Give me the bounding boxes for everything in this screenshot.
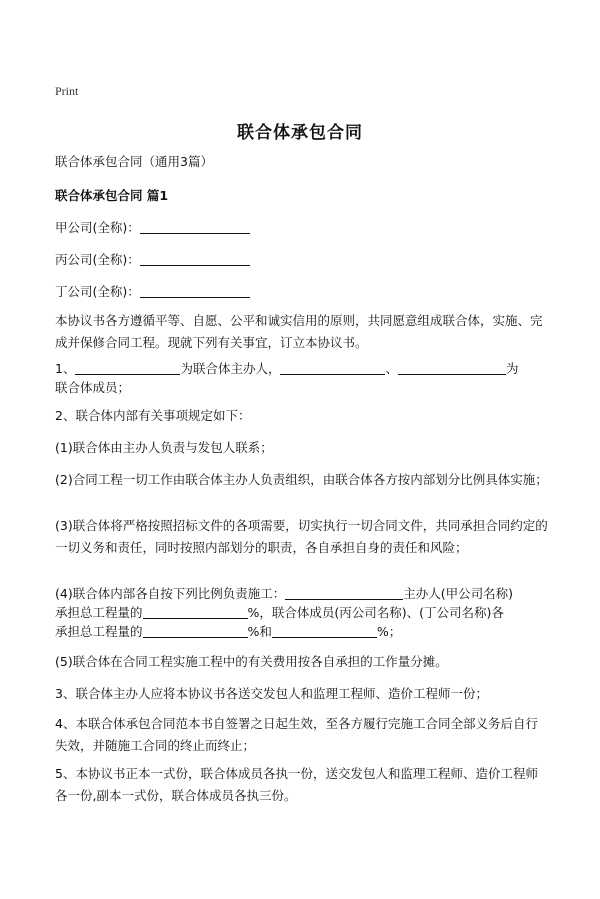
party-c-line	[55, 249, 550, 271]
item1-member-blank-2[interactable]	[398, 360, 506, 375]
party-c-blank[interactable]	[140, 251, 250, 266]
party-a-line	[55, 217, 550, 239]
item1-wei: 为	[505, 361, 519, 376]
document-title: 联合体承包合同	[237, 123, 363, 143]
item2-4-text-c: 承担总工程量的	[55, 605, 143, 620]
intro-paragraph: 本协议书各方遵循平等、自愿、公平和诚实信用的原则，共同愿意组成联合体，实施、完成并保修合同工程。现就下列有关事宜，订立本协议书。	[55, 313, 543, 350]
item2-4-line-3	[55, 621, 550, 643]
document-subtitle: 联合体承包合同（通用3篇）	[55, 154, 213, 169]
item1-line-2: 联合体成员；	[55, 380, 131, 395]
item1-host-text: 为联合体主办人，	[180, 361, 281, 376]
party-c-label: 丙公司(全称)：	[55, 252, 140, 267]
item1-host-blank[interactable]	[75, 360, 180, 375]
item1-number: 1、	[55, 361, 76, 376]
item3: 3、联合体主办人应将本协议书各送交发包人和监理工程师、造价工程师一份；	[55, 686, 488, 701]
item2-4-blank-3[interactable]	[143, 623, 248, 638]
party-a-label: 甲公司(全称)：	[55, 220, 140, 235]
party-d-label: 丁公司(全称)：	[55, 284, 140, 299]
item2-heading: 2、联合体内部有关事项规定如下：	[55, 408, 251, 423]
item1-sep: 、	[385, 361, 398, 376]
item2-3: (3)联合体将严格按照招标文件的各项需要，切实执行一切合同文件，共同承担合同约定的一切义务和责任，同时按照内部划分的职责，各自承担自身的责任和风险；	[55, 518, 548, 555]
item2-4-blank-4[interactable]	[272, 623, 377, 638]
item2-4-blank-1[interactable]	[285, 585, 403, 600]
item1-member-blank-1[interactable]	[280, 360, 385, 375]
party-d-blank[interactable]	[140, 283, 250, 298]
item4: 4、本联合体承包合同范本书自签署之日起生效，至各方履行完施工合同全部义务后自行失效，并随施工合同的终止而终止；	[55, 716, 538, 753]
item2-4-text-f: %和	[247, 624, 272, 639]
item2-2: (2)合同工程一切工作由联合体主办人负责组织，由联合体各方按内部划分比例具体实施；	[55, 472, 548, 487]
print-label[interactable]: Print	[55, 84, 79, 98]
party-d-line	[55, 281, 550, 303]
item5: 5、本协议书正本一式份，联合体成员各执一份，送交发包人和监理工程师、造价工程师各一份,副本一式份，联合体成员各执三份。	[55, 766, 538, 803]
section-heading: 联合体承包合同 篇1	[55, 188, 169, 203]
item2-4-text-a: (4)联合体内部各自按下列比例负责施工：	[55, 586, 286, 601]
item2-4-blank-2[interactable]	[143, 604, 248, 619]
party-a-blank[interactable]	[140, 219, 250, 234]
item2-4-text-d: %，联合体成员(丙公司名称)、(丁公司名称)各	[247, 605, 504, 620]
item2-4-text-g: %；	[376, 624, 402, 639]
item2-5: (5)联合体在合同工程实施工程中的有关费用按各自承担的工作量分摊。	[55, 654, 448, 669]
item2-4-text-e: 承担总工程量的	[55, 624, 143, 639]
item2-4-text-b: 主办人(甲公司名称)	[403, 586, 513, 601]
item2-1: (1)联合体由主办人负责与发包人联系；	[55, 440, 273, 455]
